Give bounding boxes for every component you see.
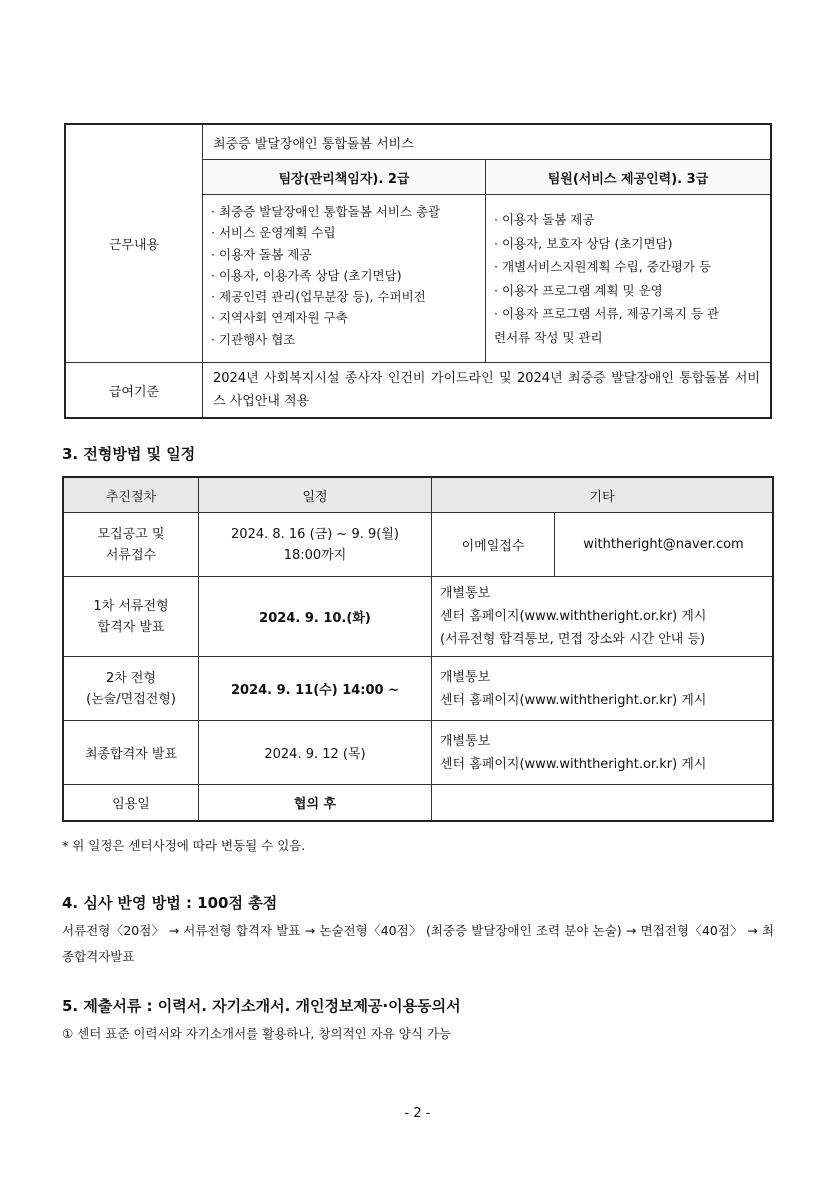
work-content-table bbox=[64, 123, 772, 419]
member-column-header: 팀원(서비스 제공인력). 3급 bbox=[486, 160, 772, 195]
table-row bbox=[63, 577, 773, 657]
etc-cell-method: 이메일접수 bbox=[432, 513, 555, 577]
date-cell: 2024. 9. 12 (목) bbox=[199, 721, 432, 785]
service-title: 최중증 발달장애인 통합돌봄 서비스 bbox=[203, 124, 772, 160]
section4-text: 서류전형〈20점〉 → 서류전형 합격자 발표 → 논술전형〈40점〉 (최중증 발달장애인 조력 분야 논술) → 면접전형〈40점〉 → 최종합격자발표 bbox=[62, 923, 774, 964]
pay-text: 2024년 사회복지시설 종사자 인건비 가이드라인 및 2024년 최중증 발달장애인 통합돌봄 서비스 사업안내 적용 bbox=[203, 363, 772, 419]
member-duty-item: · 이용자 프로그램 서류, 제공기록지 등 관 bbox=[494, 306, 719, 321]
schedule-table bbox=[62, 476, 774, 822]
etc-cell bbox=[432, 785, 774, 821]
member-duty-item: · 개별서비스지원계획 수립, 중간평가 등 bbox=[494, 259, 712, 274]
member-duty-item: · 이용자 프로그램 계획 및 운영 bbox=[494, 282, 663, 298]
member-duty-item: · 이용자, 보호자 상담 (초기면담) bbox=[494, 235, 673, 251]
etc-cell: 개별통보 센터 홈페이지(www.withtheright.or.kr) 게시 bbox=[432, 657, 774, 721]
header-date: 일정 bbox=[199, 477, 432, 513]
date-cell: 2024. 9. 10.(화) bbox=[199, 577, 432, 657]
member-duty-item: · 이용자 돌봄 제공 bbox=[494, 212, 595, 227]
table-row bbox=[63, 721, 773, 785]
leader-duty-item: · 지역사회 연계자원 구축 bbox=[211, 310, 348, 326]
step-cell: 1차 서류전형 합격자 발표 bbox=[63, 577, 199, 657]
table-row bbox=[63, 785, 773, 821]
step-cell: 모집공고 및 서류접수 bbox=[63, 513, 199, 577]
etc-cell-email: withtheright@naver.com bbox=[555, 513, 774, 577]
leader-duty-item: · 기관행사 협조 bbox=[211, 331, 296, 347]
leader-duty-item: · 제공인력 관리(업무분장 등), 수퍼비전 bbox=[211, 289, 426, 305]
leader-duty-item: · 이용자 돌봄 제공 bbox=[211, 246, 312, 262]
header-etc: 기타 bbox=[432, 477, 774, 513]
table-row bbox=[63, 513, 773, 577]
etc-cell: 개별통보 센터 홈페이지(www.withtheright.or.kr) 게시 bbox=[432, 721, 774, 785]
date-cell: 2024. 9. 11(수) 14:00 ~ bbox=[199, 657, 432, 721]
section4-title: 4. 심사 반영 방법 : 100점 총점 bbox=[62, 894, 278, 912]
leader-duty-item: · 최중증 발달장애인 통합돌봄 서비스 총괄 bbox=[211, 204, 441, 219]
date-cell: 협의 후 bbox=[199, 785, 432, 821]
pay-label: 급여기준 bbox=[65, 363, 203, 419]
leader-duties bbox=[203, 195, 486, 363]
header-step: 추진절차 bbox=[63, 477, 199, 513]
member-duty-item: 련서류 작성 및 관리 bbox=[494, 329, 603, 345]
step-cell: 임용일 bbox=[63, 785, 199, 821]
leader-column-header: 팀장(관리책임자). 2급 bbox=[203, 160, 486, 195]
page-number: - 2 - bbox=[404, 1106, 431, 1121]
step-cell: 2차 전형 (논술/면접전형) bbox=[63, 657, 199, 721]
etc-cell: 개별통보 센터 홈페이지(www.withtheright.or.kr) 게시 (서류전형 합격통보, 면접 장소와 시간 안내 등) bbox=[432, 577, 774, 657]
section5-title: 5. 제출서류 : 이력서. 자기소개서. 개인정보제공·이용동의서 bbox=[62, 997, 461, 1015]
work-label: 근무내용 bbox=[65, 124, 203, 363]
date-cell: 2024. 8. 16 (금) ~ 9. 9(월) 18:00까지 bbox=[199, 513, 432, 577]
section5-item: ① 센터 표준 이력서와 자기소개서를 활용하나, 창의적인 자유 양식 가능 bbox=[62, 1026, 452, 1041]
member-duties bbox=[486, 195, 772, 363]
section3-title: 3. 전형방법 및 일정 bbox=[62, 445, 196, 463]
leader-duty-item: · 서비스 운영계획 수립 bbox=[211, 225, 336, 241]
leader-duty-item: · 이용자, 이용가족 상담 (초기면담) bbox=[211, 267, 402, 283]
table-row bbox=[63, 657, 773, 721]
step-cell: 최종합격자 발표 bbox=[63, 721, 199, 785]
schedule-note: * 위 일정은 센터사정에 따라 변동될 수 있음. bbox=[62, 838, 306, 853]
